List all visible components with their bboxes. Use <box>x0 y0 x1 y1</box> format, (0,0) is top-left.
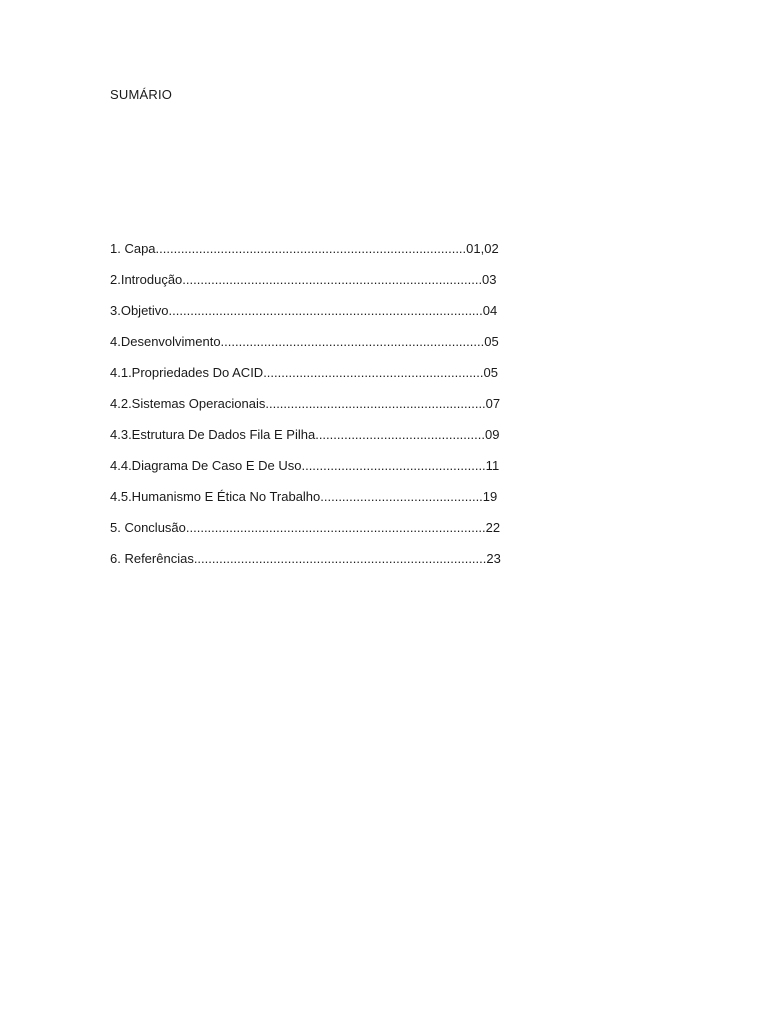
toc-entry-humanismo-e-etica: 4.5.Humanismo E Ética No Trabalho.............................................19 <box>110 489 498 504</box>
toc-entry-capa: 1. Capa......................................................................................01,02 <box>110 241 499 256</box>
toc-entry-conclusao: 5. Conclusão...................................................................................22 <box>110 520 501 535</box>
toc-entry-sistemas-operacionais: 4.2.Sistemas Operacionais.............................................................07 <box>110 396 501 411</box>
page-title: SUMÁRIO <box>110 87 173 102</box>
table-of-contents <box>110 240 530 581</box>
toc-entry-propriedades-acid: 4.1.Propriedades Do ACID.............................................................05 <box>110 365 498 380</box>
toc-entry-referencias: 6. Referências.................................................................................23 <box>110 551 501 566</box>
toc-entry-diagrama-de-caso: 4.4.Diagrama De Caso E De Uso...................................................11 <box>110 458 500 473</box>
toc-entry-objetivo: 3.Objetivo.......................................................................................04 <box>110 303 498 318</box>
toc-entry-desenvolvimento: 4.Desenvolvimento.........................................................................05 <box>110 334 499 349</box>
toc-entry-introducao: 2.Introdução...................................................................................03 <box>110 272 497 287</box>
toc-entry-estrutura-de-dados: 4.3.Estrutura De Dados Fila E Pilha...............................................09 <box>110 427 500 442</box>
